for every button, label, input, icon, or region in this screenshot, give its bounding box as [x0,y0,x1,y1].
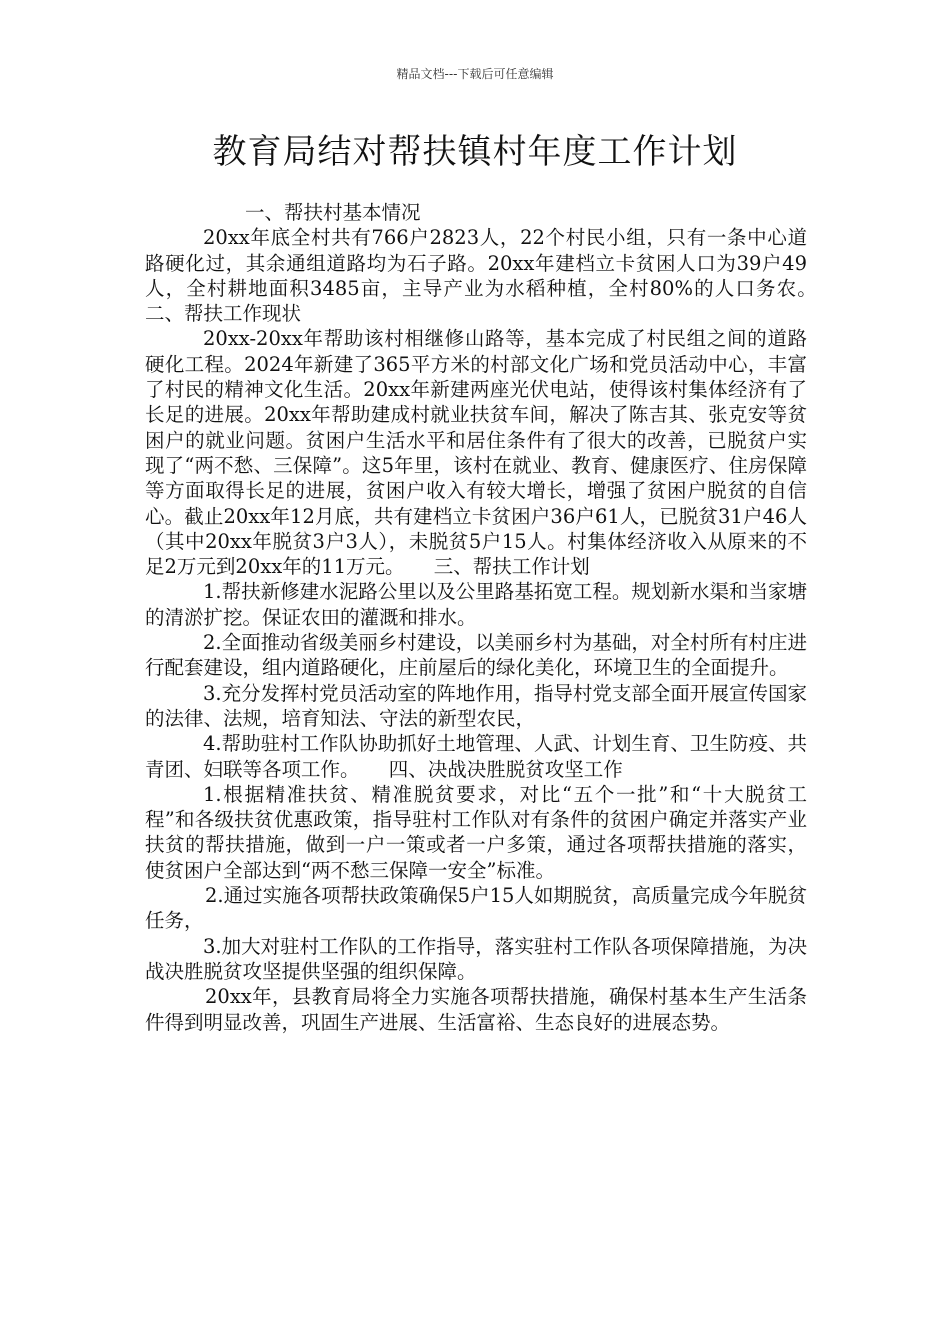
section-heading-1: 一、帮扶村基本情况 [245,201,421,224]
poverty-item-2: 2.通过实施各项帮扶政策确保5户15人如期脱贫，高质量完成今年脱贫任务， [145,884,807,933]
paragraph-basic-info: 20xx年底全村共有766户2823人，22个村民小组，只有一条中心道路硬化过，其余通组道路均为石子路。20xx年建档立卡贫困人口为39户49人，全村耕地面积3485亩，主导产业为水稻种植，全村80%的人口务农。 二、帮扶工作现状 [145,226,847,326]
paragraph-current-status: 20xx-20xx年帮助该村相继修山路等，基本完成了村民组之间的道路硬化工程。2024年新建了365平方米的村部文化广场和党员活动中心，丰富了村民的精神文化生活。20xx年新建两座光伏电站，使得该村集体经济有了长足的进展。20xx年帮助建成村就业扶贫车间，解决了陈吉其、张克安等贫困户的就业问题。贫困户生活水平和居住条件有了很大的改善，已脱贫户实现了“两不愁、三保障”。这5年里，该村在就业、教育、健康医疗、住房保障等方面取得长足的进展，贫困户收入有较大增长，增强了贫困户脱贫的自信心。截止20xx年12月底，共有建档立卡贫困户36户61人，已脱贫31户46人（其中20xx年脱贫3户3人），未脱贫5户15人。村集体经济收入从原来的不足2万元到20xx年的11万元。 三、帮扶工作计划 [145,327,807,579]
page-header-note: 精品文档---下载后可任意编辑 [396,67,554,81]
plan-item-1: 1.帮扶新修建水泥路公里以及公里路基拓宽工程。规划新水渠和当家塘的清淤扩挖。保证农田的灌溉和排水。 [145,580,807,629]
plan-item-3: 3.充分发挥村党员活动室的阵地作用，指导村党支部全面开展宣传国家的法律、法规，培育知法、守法的新型农民， [145,681,807,730]
closing-paragraph: 20xx年，县教育局将全力实施各项帮扶措施，确保村基本生产生活条件得到明显改善，巩固生产进展、生活富裕、生态良好的进展态势。 [145,985,807,1034]
plan-item-2: 2.全面推动省级美丽乡村建设，以美丽乡村为基础，对全村所有村庄进行配套建设，组内道路硬化，庄前屋后的绿化美化，环境卫生的全面提升。 [145,631,807,680]
poverty-item-3: 3.加大对驻村工作队的工作指导，落实驻村工作队各项保障措施，为决战决胜脱贫攻坚提供坚强的组织保障。 [145,934,807,983]
plan-item-4: 4.帮助驻村工作队协助抓好土地管理、人武、计划生育、卫生防疫、共青团、妇联等各项工作。 四、决战决胜脱贫攻坚工作 [145,732,807,781]
document-body [145,200,847,1035]
poverty-item-1: 1.根据精准扶贫、精准脱贫要求，对比“五个一批”和“十大脱贫工程”和各级扶贫优惠政策，指导驻村工作队对有条件的贫困户确定并落实产业扶贫的帮扶措施，做到一户一策或者一户多策，通过各项帮扶措施的落实，使贫困户全部达到“两不愁三保障一安全”标准。 [145,782,807,882]
document-title: 教育局结对帮扶镇村年度工作计划 [212,132,738,172]
